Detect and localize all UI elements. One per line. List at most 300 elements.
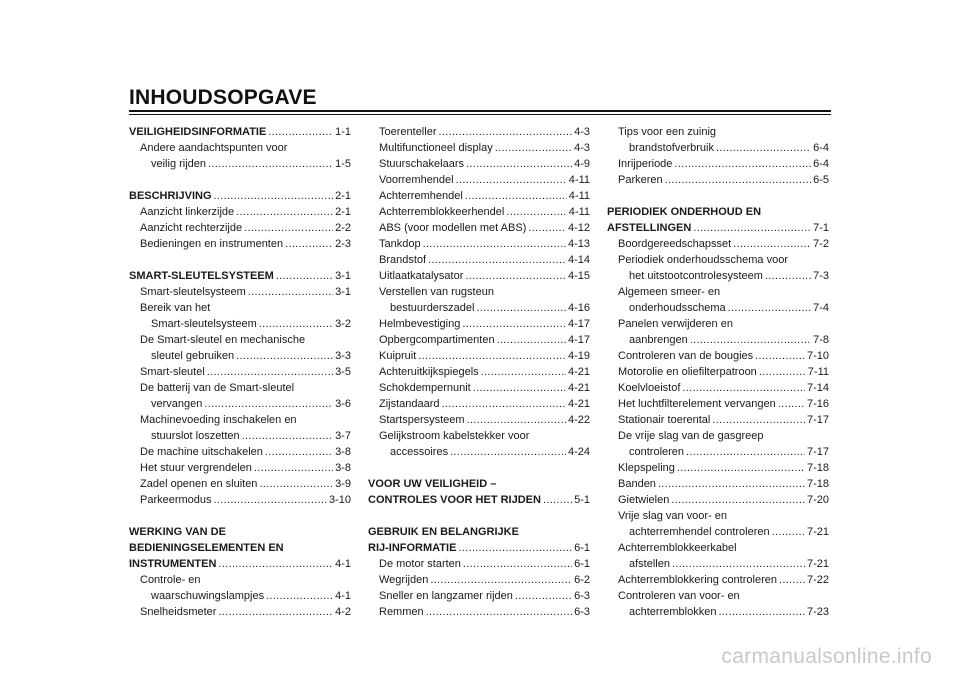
toc-page-number: 4-1 <box>335 590 351 602</box>
toc-entry-label: Panelen verwijderen en <box>618 318 733 330</box>
toc-entry-label: Tips voor een zuinig <box>618 126 717 138</box>
toc-entry-label: bestuurderszadel <box>390 302 475 314</box>
toc-spacer <box>607 188 829 204</box>
toc-entry[interactable] <box>129 220 351 236</box>
toc-dot-leader <box>458 540 572 556</box>
toc-entry[interactable] <box>607 300 829 316</box>
toc-entry-label: Sneller en langzamer rijden <box>379 590 513 602</box>
toc-entry-label: De vrije slag van de gasgreep <box>618 430 764 442</box>
toc-dot-leader <box>779 572 805 588</box>
toc-entry-label: Opbergcompartimenten <box>379 334 495 346</box>
toc-entry-label: Aanzicht linkerzijde <box>140 206 235 218</box>
toc-page-number: 6-3 <box>574 606 590 618</box>
toc-dot-leader <box>430 572 572 588</box>
toc-section-heading[interactable] <box>607 220 829 236</box>
toc-entry[interactable] <box>129 444 351 460</box>
toc-page-number: 3-7 <box>335 430 351 442</box>
toc-entry <box>607 428 829 444</box>
toc-entry[interactable] <box>368 444 590 460</box>
toc-entry[interactable] <box>129 284 351 300</box>
toc-entry[interactable] <box>607 524 829 540</box>
toc-entry-label: Achterremblokkeerkabel <box>618 542 737 554</box>
toc-entry-label: Het luchtfilterelement vervangen <box>618 398 776 410</box>
toc-dot-leader <box>426 604 572 620</box>
toc-entry-label: De machine uitschakelen <box>140 446 263 458</box>
toc-entry-label: stuurslot loszetten <box>151 430 240 442</box>
page-title: INHOUDSOPGAVE <box>129 86 317 109</box>
toc-page-number: 7-17 <box>806 414 829 426</box>
toc-entry-label: Smart-sleutel <box>140 366 205 378</box>
toc-entry <box>368 428 590 444</box>
toc-page-number: 4-21 <box>567 366 590 378</box>
toc-dot-leader <box>528 220 566 236</box>
toc-page-number: 4-1 <box>335 558 351 570</box>
toc-page-number: 2-3 <box>335 238 351 250</box>
toc-dot-leader <box>765 268 811 284</box>
toc-entry-label: Toerenteller <box>379 126 437 138</box>
toc-entry[interactable] <box>129 428 351 444</box>
toc-entry-label: Banden <box>618 478 656 490</box>
toc-page-number: 4-3 <box>574 126 590 138</box>
toc-entry[interactable] <box>129 204 351 220</box>
toc-dot-leader <box>204 396 333 412</box>
toc-entry[interactable] <box>607 140 829 156</box>
toc-page-number: 4-22 <box>567 414 590 426</box>
toc-entry[interactable] <box>368 252 590 268</box>
toc-entry-label: Bereik van het <box>140 302 211 314</box>
title-rule-thin <box>129 114 831 115</box>
toc-dot-leader <box>463 556 572 572</box>
toc-entry-label: INSTRUMENTEN <box>129 558 217 570</box>
toc-page-number: 3-8 <box>335 446 351 458</box>
toc-entry-label: Motorolie en oliefilterpatroon <box>618 366 757 378</box>
toc-page-number: 3-10 <box>328 494 351 506</box>
toc-entry[interactable] <box>607 444 829 460</box>
toc-dot-leader <box>244 220 333 236</box>
toc-entry-label: onderhoudsschema <box>629 302 726 314</box>
toc-page-number: 3-5 <box>335 366 351 378</box>
toc-dot-leader <box>778 396 805 412</box>
toc-entry-label: Controle- en <box>140 574 201 586</box>
toc-section-heading[interactable] <box>129 556 351 572</box>
toc-entry-label: BESCHRIJVING <box>129 190 212 202</box>
toc-entry-label: Zijstandaard <box>379 398 440 410</box>
toc-page-number: 7-3 <box>813 270 829 282</box>
toc-dot-leader <box>473 380 566 396</box>
toc-entry[interactable] <box>607 236 829 252</box>
toc-entry-label: achterremhendel controleren <box>629 526 770 538</box>
toc-page-number: 4-21 <box>567 398 590 410</box>
toc-entry-label: De Smart-sleutel en mechanische <box>140 334 306 346</box>
toc-entry <box>607 508 829 524</box>
toc-entry[interactable] <box>368 364 590 380</box>
toc-entry-label: Controleren van de bougies <box>618 350 754 362</box>
toc-section-heading[interactable] <box>129 268 351 284</box>
toc-entry <box>129 572 351 588</box>
toc-section-heading <box>129 524 351 540</box>
toc-dot-leader <box>418 348 566 364</box>
toc-entry[interactable] <box>129 604 351 620</box>
toc-entry[interactable] <box>129 348 351 364</box>
toc-dot-leader <box>759 364 806 380</box>
toc-entry-label: Aanzicht rechterzijde <box>140 222 243 234</box>
toc-entry-label: Vrije slag van voor- en <box>618 510 728 522</box>
toc-dot-leader <box>259 476 333 492</box>
toc-entry <box>607 284 829 300</box>
toc-entry[interactable] <box>368 556 590 572</box>
toc-entry <box>607 588 829 604</box>
toc-entry-label: De motor starten <box>379 558 461 570</box>
toc-entry-label: Koelvloeistof <box>618 382 681 394</box>
toc-dot-leader <box>236 204 333 220</box>
toc-entry[interactable] <box>607 172 829 188</box>
toc-entry-label: Multifunctioneel display <box>379 142 493 154</box>
toc-entry-label: Gietwielen <box>618 494 670 506</box>
toc-spacer <box>129 508 351 524</box>
toc-entry[interactable] <box>368 188 590 204</box>
toc-entry-label: Uitlaatkatalysator <box>379 270 464 282</box>
toc-entry-label: achterremblokken <box>629 606 717 618</box>
toc-entry <box>129 332 351 348</box>
toc-page-number: 7-21 <box>806 558 829 570</box>
toc-entry[interactable] <box>607 604 829 620</box>
toc-entry-label: ABS (voor modellen met ABS) <box>379 222 527 234</box>
toc-dot-leader <box>481 364 566 380</box>
toc-entry-label: het uitstootcontrolesysteem <box>629 270 763 282</box>
toc-entry[interactable] <box>129 316 351 332</box>
toc-page-number: 4-12 <box>567 222 590 234</box>
toc-dot-leader <box>658 476 805 492</box>
toc-page-number: 4-17 <box>567 334 590 346</box>
toc-entry-label: Achterremhendel <box>379 190 463 202</box>
toc-dot-leader <box>718 604 805 620</box>
toc-entry[interactable] <box>129 236 351 252</box>
toc-entry-label: afstellen <box>629 558 670 570</box>
toc-page-number: 7-4 <box>813 302 829 314</box>
toc-dot-leader <box>268 124 333 140</box>
toc-dot-leader <box>218 604 333 620</box>
toc-dot-leader <box>672 556 805 572</box>
toc-entry-label: Parkeermodus <box>140 494 212 506</box>
toc-page-number: 4-3 <box>574 142 590 154</box>
toc-entry-label: Remmen <box>379 606 424 618</box>
toc-entry-label: Schokdempernunit <box>379 382 471 394</box>
toc-entry-label: Zadel openen en sluiten <box>140 478 258 490</box>
toc-page-number: 6-2 <box>574 574 590 586</box>
toc-entry[interactable] <box>129 156 351 172</box>
toc-dot-leader <box>755 348 805 364</box>
toc-dot-leader <box>242 428 333 444</box>
toc-page-number: 4-24 <box>567 446 590 458</box>
toc-entry-label: Achterremblokkeerhendel <box>379 206 505 218</box>
toc-entry[interactable] <box>368 412 590 428</box>
toc-entry-label: Stationair toerental <box>618 414 711 426</box>
toc-page-number: 7-23 <box>806 606 829 618</box>
toc-page-number: 1-1 <box>335 126 351 138</box>
toc-entry[interactable] <box>368 316 590 332</box>
title-rule-thick <box>129 110 831 112</box>
toc-entry[interactable] <box>129 476 351 492</box>
toc-dot-leader <box>254 460 333 476</box>
toc-column-3 <box>607 124 829 620</box>
toc-entry[interactable] <box>368 204 590 220</box>
toc-dot-leader <box>218 556 333 572</box>
toc-page-number: 7-8 <box>813 334 829 346</box>
toc-entry[interactable] <box>368 156 590 172</box>
toc-entry[interactable] <box>368 220 590 236</box>
toc-page-number: 2-1 <box>335 190 351 202</box>
toc-entry-label: sleutel gebruiken <box>151 350 235 362</box>
toc-entry[interactable] <box>607 492 829 508</box>
toc-entry[interactable] <box>129 364 351 380</box>
toc-spacer <box>129 172 351 188</box>
toc-entry[interactable] <box>368 140 590 156</box>
toc-entry[interactable] <box>607 380 829 396</box>
toc-dot-leader <box>467 412 566 428</box>
toc-section-heading <box>607 204 829 220</box>
toc-section-heading[interactable] <box>368 492 590 508</box>
toc-page-number: 4-9 <box>574 158 590 170</box>
toc-dot-leader <box>665 172 811 188</box>
toc-entry-label: De batterij van de Smart-sleutel <box>140 382 295 394</box>
toc-spacer <box>368 460 590 476</box>
toc-page-number: 4-16 <box>567 302 590 314</box>
toc-section-heading[interactable] <box>368 540 590 556</box>
toc-entry[interactable] <box>368 396 590 412</box>
toc-dot-leader <box>712 412 805 428</box>
toc-entry-label: Voorremhendel <box>379 174 454 186</box>
toc-page-number: 4-2 <box>335 606 351 618</box>
toc-page-number: 7-21 <box>806 526 829 538</box>
toc-spacer <box>129 252 351 268</box>
toc-entry-label: Startspersysteem <box>379 414 465 426</box>
toc-page-number: 6-4 <box>813 142 829 154</box>
toc-entry[interactable] <box>368 572 590 588</box>
toc-page-number: 2-1 <box>335 206 351 218</box>
toc-entry[interactable] <box>607 476 829 492</box>
toc-page-number: 3-9 <box>335 478 351 490</box>
toc-entry <box>129 140 351 156</box>
toc-entry-label: AFSTELLINGEN <box>607 222 692 234</box>
toc-page-number: 7-1 <box>813 222 829 234</box>
toc-entry-label: Tankdop <box>379 238 421 250</box>
toc-entry[interactable] <box>368 172 590 188</box>
toc-entry-label: accessoires <box>390 446 449 458</box>
toc-page-number: 6-4 <box>813 158 829 170</box>
toc-entry-label: CONTROLES VOOR HET RIJDEN <box>368 494 541 506</box>
toc-entry-label: Achteruitkijkspiegels <box>379 366 479 378</box>
toc-entry <box>129 380 351 396</box>
toc-column-2 <box>368 124 590 620</box>
toc-entry-label: Klepspeling <box>618 462 675 474</box>
toc-page-number: 7-20 <box>806 494 829 506</box>
toc-dot-leader <box>208 156 333 172</box>
toc-page-number: 4-13 <box>567 238 590 250</box>
toc-entry[interactable] <box>368 236 590 252</box>
toc-page-number: 4-11 <box>568 190 590 202</box>
toc-entry[interactable] <box>607 572 829 588</box>
toc-dot-leader <box>456 172 567 188</box>
toc-page-number: 3-1 <box>335 270 351 282</box>
toc-page-number: 1-5 <box>335 158 351 170</box>
toc-entry-label: Verstellen van rugsteun <box>379 286 494 298</box>
toc-dot-leader <box>450 444 566 460</box>
toc-entry[interactable] <box>129 396 351 412</box>
toc-entry-label: waarschuwingslampjes <box>151 590 265 602</box>
toc-entry[interactable] <box>368 332 590 348</box>
toc-dot-leader <box>690 332 811 348</box>
toc-dot-leader <box>276 268 333 284</box>
toc-dot-leader <box>495 140 572 156</box>
toc-dot-leader <box>677 460 805 476</box>
watermark: carmanualsonline.info <box>721 645 932 668</box>
toc-page-number: 4-14 <box>567 254 590 266</box>
toc-entry-label: Boordgereedschapsset <box>618 238 732 250</box>
toc-entry[interactable] <box>607 556 829 572</box>
toc-entry[interactable] <box>368 588 590 604</box>
toc-entry-label: WERKING VAN DE <box>129 526 226 538</box>
toc-page-number: 3-8 <box>335 462 351 474</box>
toc-page-number: 3-6 <box>335 398 351 410</box>
toc-entry-label: Het stuur vergrendelen <box>140 462 252 474</box>
toc-section-heading <box>368 524 590 540</box>
toc-dot-leader <box>465 268 566 284</box>
toc-page-number: 7-10 <box>806 350 829 362</box>
toc-page-number: 7-16 <box>806 398 829 410</box>
toc-page-number: 7-22 <box>806 574 829 586</box>
toc-entry-label: SMART-SLEUTELSYSTEEM <box>129 270 274 282</box>
toc-dot-leader <box>214 492 327 508</box>
toc-page-number: 4-17 <box>567 318 590 330</box>
toc-entry-label: Controleren van voor- en <box>618 590 740 602</box>
toc-page-number: 3-1 <box>335 286 351 298</box>
toc-page-number: 6-1 <box>574 542 590 554</box>
toc-section-heading <box>129 540 351 556</box>
toc-section-heading <box>368 476 590 492</box>
toc-entry-label: Machinevoeding inschakelen en <box>140 414 297 426</box>
toc-page-number: 4-11 <box>568 206 590 218</box>
toc-dot-leader <box>214 188 334 204</box>
toc-entry <box>607 316 829 332</box>
toc-entry-label: GEBRUIK EN BELANGRIJKE <box>368 526 519 538</box>
toc-entry-label: Parkeren <box>618 174 663 186</box>
toc-entry[interactable] <box>368 300 590 316</box>
toc-entry <box>129 300 351 316</box>
toc-dot-leader <box>674 156 811 172</box>
toc-entry[interactable] <box>607 396 829 412</box>
toc-entry-label: PERIODIEK ONDERHOUD EN <box>607 206 762 218</box>
toc-page-number: 2-2 <box>335 222 351 234</box>
toc-page-number: 3-3 <box>335 350 351 362</box>
toc-entry <box>607 252 829 268</box>
toc-entry[interactable] <box>607 364 829 380</box>
toc-dot-leader <box>682 380 805 396</box>
toc-entry[interactable] <box>129 460 351 476</box>
toc-page-number: 6-3 <box>574 590 590 602</box>
toc-entry <box>129 412 351 428</box>
toc-dot-leader <box>733 236 811 252</box>
toc-page-number: 7-18 <box>806 462 829 474</box>
toc-dot-leader <box>506 204 566 220</box>
toc-entry[interactable] <box>607 268 829 284</box>
toc-page-number: 7-18 <box>806 478 829 490</box>
toc-dot-leader <box>476 300 566 316</box>
toc-dot-leader <box>543 492 572 508</box>
toc-dot-leader <box>442 396 566 412</box>
toc-dot-leader <box>772 524 805 540</box>
toc-spacer <box>368 508 590 524</box>
toc-entry[interactable] <box>607 460 829 476</box>
toc-entry-label: VOOR UW VEILIGHEID – <box>368 478 497 490</box>
toc-dot-leader <box>693 220 811 236</box>
toc-entry[interactable] <box>368 124 590 140</box>
toc-entry[interactable] <box>368 380 590 396</box>
toc-entry[interactable] <box>368 348 590 364</box>
toc-entry-label: Algemeen smeer- en <box>618 286 721 298</box>
toc-dot-leader <box>438 124 572 140</box>
toc-entry[interactable] <box>129 492 351 508</box>
toc-entry[interactable] <box>368 268 590 284</box>
toc-entry-label: VEILIGHEIDSINFORMATIE <box>129 126 267 138</box>
toc-page-number: 7-17 <box>806 446 829 458</box>
toc-page-number: 7-2 <box>813 238 829 250</box>
toc-page-number: 7-11 <box>807 366 829 378</box>
toc-dot-leader <box>428 252 566 268</box>
toc-entry-label: controleren <box>629 446 685 458</box>
toc-page-number: 4-15 <box>567 270 590 282</box>
toc-page-number: 6-1 <box>574 558 590 570</box>
toc-page-number: 4-21 <box>567 382 590 394</box>
toc-entry-label: aanbrengen <box>629 334 688 346</box>
toc-entry-label: Andere aandachtspunten voor <box>140 142 288 154</box>
toc-entry-label: Inrijperiode <box>618 158 673 170</box>
toc-section-heading[interactable] <box>129 124 351 140</box>
toc-dot-leader <box>466 156 572 172</box>
toc-entry-label: Smart-sleutelsysteem <box>151 318 257 330</box>
toc-entry[interactable] <box>607 332 829 348</box>
toc-section-heading[interactable] <box>129 188 351 204</box>
toc-entry[interactable] <box>607 412 829 428</box>
toc-column-1 <box>129 124 351 620</box>
toc-entry <box>607 540 829 556</box>
toc-entry-label: Achterremblokkering controleren <box>618 574 777 586</box>
toc-entry-label: BEDIENINGSELEMENTEN EN <box>129 542 284 554</box>
toc-entry-label: vervangen <box>151 398 203 410</box>
toc-dot-leader <box>248 284 333 300</box>
toc-entry <box>368 284 590 300</box>
toc-dot-leader <box>515 588 572 604</box>
toc-dot-leader <box>716 140 811 156</box>
toc-entry-label: Wegrijden <box>379 574 429 586</box>
toc-entry[interactable] <box>607 348 829 364</box>
toc-entry-label: Brandstof <box>379 254 427 266</box>
toc-entry-label: Bedieningen en instrumenten <box>140 238 284 250</box>
toc-entry-label: veilig rijden <box>151 158 207 170</box>
toc-entry-label: RIJ-INFORMATIE <box>368 542 457 554</box>
toc-entry-label: Helmbevestiging <box>379 318 461 330</box>
toc-page-number: 7-14 <box>806 382 829 394</box>
toc-dot-leader <box>686 444 805 460</box>
toc-page-number: 5-1 <box>574 494 590 506</box>
toc-entry[interactable] <box>607 156 829 172</box>
toc-dot-leader <box>259 316 333 332</box>
toc-entry[interactable] <box>129 588 351 604</box>
toc-page-number: 6-5 <box>813 174 829 186</box>
toc-entry <box>607 124 829 140</box>
toc-dot-leader <box>285 236 333 252</box>
toc-dot-leader <box>465 188 567 204</box>
toc-entry[interactable] <box>368 604 590 620</box>
